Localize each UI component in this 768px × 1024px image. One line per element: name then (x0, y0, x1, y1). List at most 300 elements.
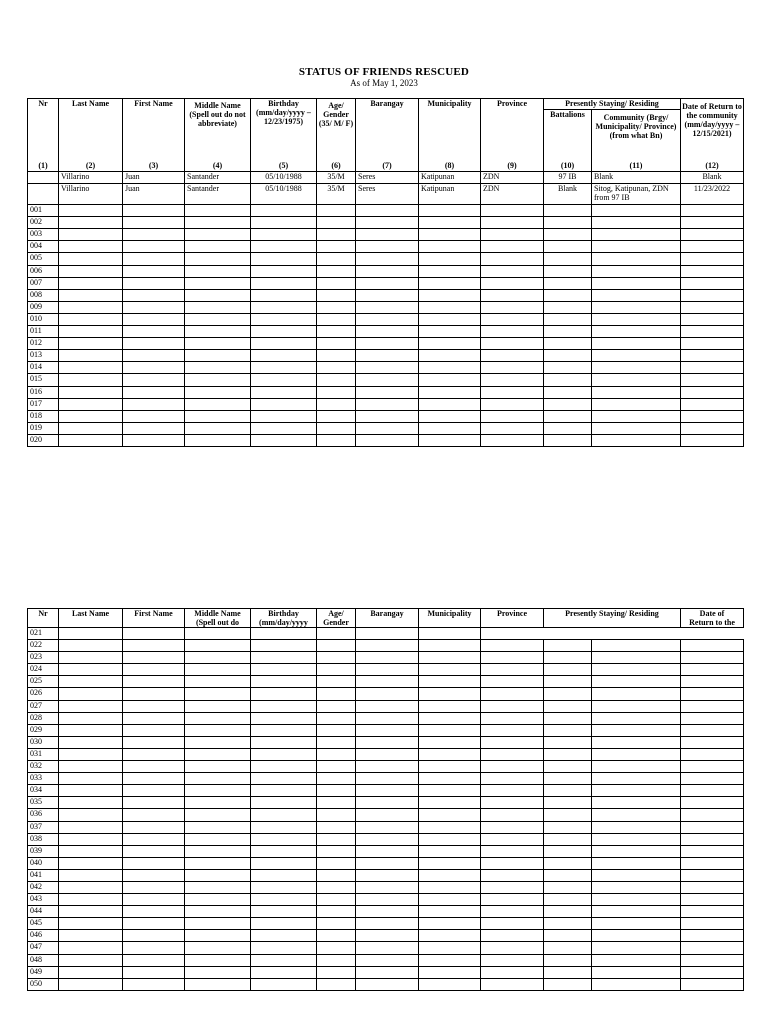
empty-cell[interactable] (481, 422, 544, 434)
empty-cell[interactable] (356, 676, 419, 688)
empty-cell[interactable] (592, 785, 681, 797)
empty-cell[interactable] (592, 326, 681, 338)
empty-cell[interactable] (419, 313, 481, 325)
empty-cell[interactable] (317, 966, 356, 978)
empty-cell[interactable] (251, 374, 317, 386)
empty-cell[interactable] (185, 253, 251, 265)
empty-cell[interactable] (592, 773, 681, 785)
empty-cell[interactable] (123, 350, 185, 362)
empty-cell[interactable] (185, 821, 251, 833)
empty-cell[interactable] (317, 918, 356, 930)
empty-cell[interactable] (419, 362, 481, 374)
empty-cell[interactable] (592, 229, 681, 241)
empty-cell[interactable] (681, 241, 744, 253)
empty-cell[interactable] (356, 700, 419, 712)
empty-cell[interactable] (59, 301, 123, 313)
empty-cell[interactable] (251, 833, 317, 845)
empty-cell[interactable] (481, 362, 544, 374)
empty-cell[interactable] (592, 422, 681, 434)
empty-cell[interactable] (681, 918, 744, 930)
empty-cell[interactable] (681, 688, 744, 700)
empty-cell[interactable] (481, 978, 544, 990)
empty-cell[interactable] (123, 205, 185, 217)
empty-cell[interactable] (681, 748, 744, 760)
empty-cell[interactable] (481, 809, 544, 821)
empty-cell[interactable] (356, 241, 419, 253)
empty-cell[interactable] (317, 797, 356, 809)
empty-cell[interactable] (544, 773, 592, 785)
empty-cell[interactable] (356, 833, 419, 845)
empty-cell[interactable] (481, 217, 544, 229)
empty-cell[interactable] (356, 724, 419, 736)
empty-cell[interactable] (681, 338, 744, 350)
empty-cell[interactable] (251, 217, 317, 229)
empty-cell[interactable] (681, 640, 744, 652)
empty-cell[interactable] (681, 265, 744, 277)
empty-cell[interactable] (59, 374, 123, 386)
empty-cell[interactable] (251, 289, 317, 301)
empty-cell[interactable] (481, 676, 544, 688)
empty-cell[interactable] (59, 664, 123, 676)
empty-cell[interactable] (681, 434, 744, 446)
empty-cell[interactable] (592, 869, 681, 881)
empty-cell[interactable] (317, 761, 356, 773)
empty-cell[interactable] (592, 797, 681, 809)
empty-cell[interactable] (185, 845, 251, 857)
empty-cell[interactable] (544, 785, 592, 797)
empty-cell[interactable] (317, 652, 356, 664)
empty-cell[interactable] (356, 640, 419, 652)
empty-cell[interactable] (59, 906, 123, 918)
empty-cell[interactable] (681, 894, 744, 906)
empty-cell[interactable] (419, 410, 481, 422)
empty-cell[interactable] (317, 773, 356, 785)
empty-cell[interactable] (317, 676, 356, 688)
empty-cell[interactable] (123, 386, 185, 398)
empty-cell[interactable] (356, 736, 419, 748)
empty-cell[interactable] (251, 809, 317, 821)
empty-cell[interactable] (317, 640, 356, 652)
empty-cell[interactable] (544, 845, 592, 857)
empty-cell[interactable] (681, 785, 744, 797)
empty-cell[interactable] (317, 313, 356, 325)
empty-cell[interactable] (317, 700, 356, 712)
empty-cell[interactable] (356, 869, 419, 881)
empty-cell[interactable] (251, 410, 317, 422)
empty-cell[interactable] (251, 700, 317, 712)
empty-cell[interactable] (185, 301, 251, 313)
empty-cell[interactable] (356, 942, 419, 954)
empty-cell[interactable] (544, 918, 592, 930)
empty-cell[interactable] (185, 918, 251, 930)
empty-cell[interactable] (251, 229, 317, 241)
empty-cell[interactable] (356, 664, 419, 676)
empty-cell[interactable] (123, 374, 185, 386)
empty-cell[interactable] (317, 326, 356, 338)
empty-cell[interactable] (123, 930, 185, 942)
empty-cell[interactable] (123, 785, 185, 797)
empty-cell[interactable] (544, 398, 592, 410)
empty-cell[interactable] (481, 398, 544, 410)
empty-cell[interactable] (317, 894, 356, 906)
empty-cell[interactable] (59, 748, 123, 760)
empty-cell[interactable] (123, 301, 185, 313)
empty-cell[interactable] (185, 422, 251, 434)
empty-cell[interactable] (317, 748, 356, 760)
empty-cell[interactable] (123, 906, 185, 918)
empty-cell[interactable] (592, 350, 681, 362)
empty-cell[interactable] (59, 350, 123, 362)
empty-cell[interactable] (123, 241, 185, 253)
empty-cell[interactable] (317, 845, 356, 857)
empty-cell[interactable] (419, 628, 481, 640)
empty-cell[interactable] (251, 930, 317, 942)
empty-cell[interactable] (419, 700, 481, 712)
empty-cell[interactable] (592, 700, 681, 712)
empty-cell[interactable] (59, 628, 123, 640)
empty-cell[interactable] (481, 229, 544, 241)
empty-cell[interactable] (317, 374, 356, 386)
empty-cell[interactable] (59, 869, 123, 881)
empty-cell[interactable] (419, 869, 481, 881)
empty-cell[interactable] (544, 253, 592, 265)
empty-cell[interactable] (681, 313, 744, 325)
empty-cell[interactable] (681, 797, 744, 809)
empty-cell[interactable] (59, 422, 123, 434)
empty-cell[interactable] (317, 881, 356, 893)
empty-cell[interactable] (59, 894, 123, 906)
empty-cell[interactable] (123, 748, 185, 760)
empty-cell[interactable] (356, 434, 419, 446)
empty-cell[interactable] (356, 954, 419, 966)
empty-cell[interactable] (544, 338, 592, 350)
empty-cell[interactable] (681, 761, 744, 773)
empty-cell[interactable] (681, 724, 744, 736)
empty-cell[interactable] (356, 761, 419, 773)
empty-cell[interactable] (419, 833, 481, 845)
empty-cell[interactable] (419, 736, 481, 748)
empty-cell[interactable] (185, 628, 251, 640)
empty-cell[interactable] (681, 205, 744, 217)
empty-cell[interactable] (317, 736, 356, 748)
empty-cell[interactable] (592, 894, 681, 906)
empty-cell[interactable] (481, 906, 544, 918)
empty-cell[interactable] (544, 265, 592, 277)
empty-cell[interactable] (419, 434, 481, 446)
empty-cell[interactable] (544, 761, 592, 773)
empty-cell[interactable] (59, 724, 123, 736)
empty-cell[interactable] (251, 664, 317, 676)
empty-cell[interactable] (681, 301, 744, 313)
empty-cell[interactable] (59, 833, 123, 845)
empty-cell[interactable] (317, 362, 356, 374)
empty-cell[interactable] (317, 857, 356, 869)
empty-cell[interactable] (251, 205, 317, 217)
empty-cell[interactable] (419, 773, 481, 785)
empty-cell[interactable] (317, 664, 356, 676)
empty-cell[interactable] (419, 797, 481, 809)
empty-cell[interactable] (592, 688, 681, 700)
empty-cell[interactable] (592, 652, 681, 664)
empty-cell[interactable] (481, 797, 544, 809)
empty-cell[interactable] (544, 978, 592, 990)
empty-cell[interactable] (123, 422, 185, 434)
empty-cell[interactable] (123, 313, 185, 325)
empty-cell[interactable] (59, 398, 123, 410)
empty-cell[interactable] (419, 386, 481, 398)
empty-cell[interactable] (317, 205, 356, 217)
empty-cell[interactable] (481, 930, 544, 942)
empty-cell[interactable] (317, 688, 356, 700)
empty-cell[interactable] (123, 676, 185, 688)
empty-cell[interactable] (123, 845, 185, 857)
empty-cell[interactable] (123, 761, 185, 773)
empty-cell[interactable] (185, 954, 251, 966)
empty-cell[interactable] (317, 386, 356, 398)
empty-cell[interactable] (481, 410, 544, 422)
empty-cell[interactable] (251, 845, 317, 857)
empty-cell[interactable] (251, 350, 317, 362)
empty-cell[interactable] (481, 881, 544, 893)
empty-cell[interactable] (59, 773, 123, 785)
empty-cell[interactable] (544, 652, 592, 664)
empty-cell[interactable] (592, 845, 681, 857)
empty-cell[interactable] (59, 277, 123, 289)
empty-cell[interactable] (681, 845, 744, 857)
empty-cell[interactable] (59, 688, 123, 700)
empty-cell[interactable] (59, 410, 123, 422)
empty-cell[interactable] (251, 906, 317, 918)
empty-cell[interactable] (481, 761, 544, 773)
empty-cell[interactable] (592, 857, 681, 869)
empty-cell[interactable] (419, 265, 481, 277)
empty-cell[interactable] (544, 797, 592, 809)
empty-cell[interactable] (251, 857, 317, 869)
empty-cell[interactable] (419, 398, 481, 410)
empty-cell[interactable] (681, 277, 744, 289)
empty-cell[interactable] (544, 833, 592, 845)
empty-cell[interactable] (251, 313, 317, 325)
empty-cell[interactable] (59, 978, 123, 990)
empty-cell[interactable] (59, 205, 123, 217)
empty-cell[interactable] (592, 640, 681, 652)
empty-cell[interactable] (419, 918, 481, 930)
empty-cell[interactable] (251, 761, 317, 773)
empty-cell[interactable] (185, 881, 251, 893)
empty-cell[interactable] (317, 906, 356, 918)
empty-cell[interactable] (356, 857, 419, 869)
empty-cell[interactable] (317, 277, 356, 289)
empty-cell[interactable] (59, 313, 123, 325)
empty-cell[interactable] (356, 422, 419, 434)
empty-cell[interactable] (251, 326, 317, 338)
empty-cell[interactable] (356, 253, 419, 265)
empty-cell[interactable] (317, 229, 356, 241)
empty-cell[interactable] (592, 966, 681, 978)
empty-cell[interactable] (681, 652, 744, 664)
empty-cell[interactable] (356, 229, 419, 241)
empty-cell[interactable] (185, 978, 251, 990)
empty-cell[interactable] (419, 881, 481, 893)
empty-cell[interactable] (481, 374, 544, 386)
empty-cell[interactable] (59, 253, 123, 265)
empty-cell[interactable] (251, 386, 317, 398)
empty-cell[interactable] (544, 942, 592, 954)
empty-cell[interactable] (681, 253, 744, 265)
empty-cell[interactable] (681, 398, 744, 410)
empty-cell[interactable] (185, 809, 251, 821)
empty-cell[interactable] (123, 833, 185, 845)
empty-cell[interactable] (59, 821, 123, 833)
empty-cell[interactable] (681, 954, 744, 966)
empty-cell[interactable] (123, 410, 185, 422)
empty-cell[interactable] (59, 761, 123, 773)
empty-cell[interactable] (123, 338, 185, 350)
empty-cell[interactable] (592, 978, 681, 990)
empty-cell[interactable] (251, 978, 317, 990)
empty-cell[interactable] (59, 386, 123, 398)
empty-cell[interactable] (59, 652, 123, 664)
empty-cell[interactable] (356, 277, 419, 289)
empty-cell[interactable] (544, 930, 592, 942)
empty-cell[interactable] (356, 265, 419, 277)
empty-cell[interactable] (185, 833, 251, 845)
empty-cell[interactable] (481, 313, 544, 325)
empty-cell[interactable] (185, 797, 251, 809)
empty-cell[interactable] (419, 821, 481, 833)
empty-cell[interactable] (419, 241, 481, 253)
empty-cell[interactable] (185, 724, 251, 736)
empty-cell[interactable] (544, 966, 592, 978)
empty-cell[interactable] (544, 362, 592, 374)
empty-cell[interactable] (592, 410, 681, 422)
empty-cell[interactable] (185, 906, 251, 918)
empty-cell[interactable] (59, 217, 123, 229)
empty-cell[interactable] (356, 374, 419, 386)
empty-cell[interactable] (592, 217, 681, 229)
empty-cell[interactable] (544, 881, 592, 893)
empty-cell[interactable] (251, 362, 317, 374)
empty-cell[interactable] (681, 869, 744, 881)
empty-cell[interactable] (419, 809, 481, 821)
empty-cell[interactable] (544, 229, 592, 241)
empty-cell[interactable] (123, 966, 185, 978)
empty-cell[interactable] (481, 301, 544, 313)
empty-cell[interactable] (59, 676, 123, 688)
empty-cell[interactable] (317, 930, 356, 942)
empty-cell[interactable] (59, 700, 123, 712)
empty-cell[interactable] (317, 724, 356, 736)
empty-cell[interactable] (592, 881, 681, 893)
empty-cell[interactable] (544, 700, 592, 712)
empty-cell[interactable] (681, 833, 744, 845)
empty-cell[interactable] (481, 241, 544, 253)
empty-cell[interactable] (592, 930, 681, 942)
empty-cell[interactable] (251, 894, 317, 906)
empty-cell[interactable] (123, 217, 185, 229)
empty-cell[interactable] (544, 954, 592, 966)
empty-cell[interactable] (419, 712, 481, 724)
empty-cell[interactable] (123, 869, 185, 881)
empty-cell[interactable] (251, 688, 317, 700)
empty-cell[interactable] (251, 797, 317, 809)
empty-cell[interactable] (59, 966, 123, 978)
empty-cell[interactable] (592, 954, 681, 966)
empty-cell[interactable] (592, 253, 681, 265)
empty-cell[interactable] (592, 809, 681, 821)
empty-cell[interactable] (185, 869, 251, 881)
empty-cell[interactable] (681, 410, 744, 422)
empty-cell[interactable] (185, 265, 251, 277)
empty-cell[interactable] (59, 289, 123, 301)
empty-cell[interactable] (185, 398, 251, 410)
empty-cell[interactable] (681, 362, 744, 374)
empty-cell[interactable] (185, 229, 251, 241)
empty-cell[interactable] (185, 688, 251, 700)
empty-cell[interactable] (481, 918, 544, 930)
empty-cell[interactable] (592, 386, 681, 398)
empty-cell[interactable] (481, 773, 544, 785)
empty-cell[interactable] (185, 664, 251, 676)
empty-cell[interactable] (481, 748, 544, 760)
empty-cell[interactable] (356, 362, 419, 374)
empty-cell[interactable] (123, 229, 185, 241)
empty-cell[interactable] (317, 809, 356, 821)
empty-cell[interactable] (185, 942, 251, 954)
empty-cell[interactable] (544, 241, 592, 253)
empty-cell[interactable] (544, 809, 592, 821)
empty-cell[interactable] (544, 821, 592, 833)
empty-cell[interactable] (317, 785, 356, 797)
empty-cell[interactable] (681, 773, 744, 785)
empty-cell[interactable] (419, 289, 481, 301)
empty-cell[interactable] (544, 664, 592, 676)
empty-cell[interactable] (123, 434, 185, 446)
empty-cell[interactable] (481, 277, 544, 289)
empty-cell[interactable] (356, 773, 419, 785)
empty-cell[interactable] (251, 265, 317, 277)
empty-cell[interactable] (123, 326, 185, 338)
empty-cell[interactable] (185, 700, 251, 712)
empty-cell[interactable] (123, 797, 185, 809)
empty-cell[interactable] (123, 857, 185, 869)
empty-cell[interactable] (123, 664, 185, 676)
empty-cell[interactable] (251, 253, 317, 265)
empty-cell[interactable] (251, 712, 317, 724)
empty-cell[interactable] (123, 398, 185, 410)
empty-cell[interactable] (481, 869, 544, 881)
empty-cell[interactable] (356, 918, 419, 930)
empty-cell[interactable] (481, 640, 544, 652)
empty-cell[interactable] (123, 253, 185, 265)
empty-cell[interactable] (59, 845, 123, 857)
empty-cell[interactable] (544, 676, 592, 688)
empty-cell[interactable] (185, 241, 251, 253)
empty-cell[interactable] (251, 640, 317, 652)
empty-cell[interactable] (592, 676, 681, 688)
empty-cell[interactable] (544, 326, 592, 338)
empty-cell[interactable] (185, 966, 251, 978)
empty-cell[interactable] (251, 338, 317, 350)
empty-cell[interactable] (544, 350, 592, 362)
empty-cell[interactable] (123, 773, 185, 785)
empty-cell[interactable] (544, 386, 592, 398)
empty-cell[interactable] (544, 313, 592, 325)
empty-cell[interactable] (123, 277, 185, 289)
empty-cell[interactable] (356, 217, 419, 229)
empty-cell[interactable] (356, 628, 419, 640)
empty-cell[interactable] (317, 978, 356, 990)
